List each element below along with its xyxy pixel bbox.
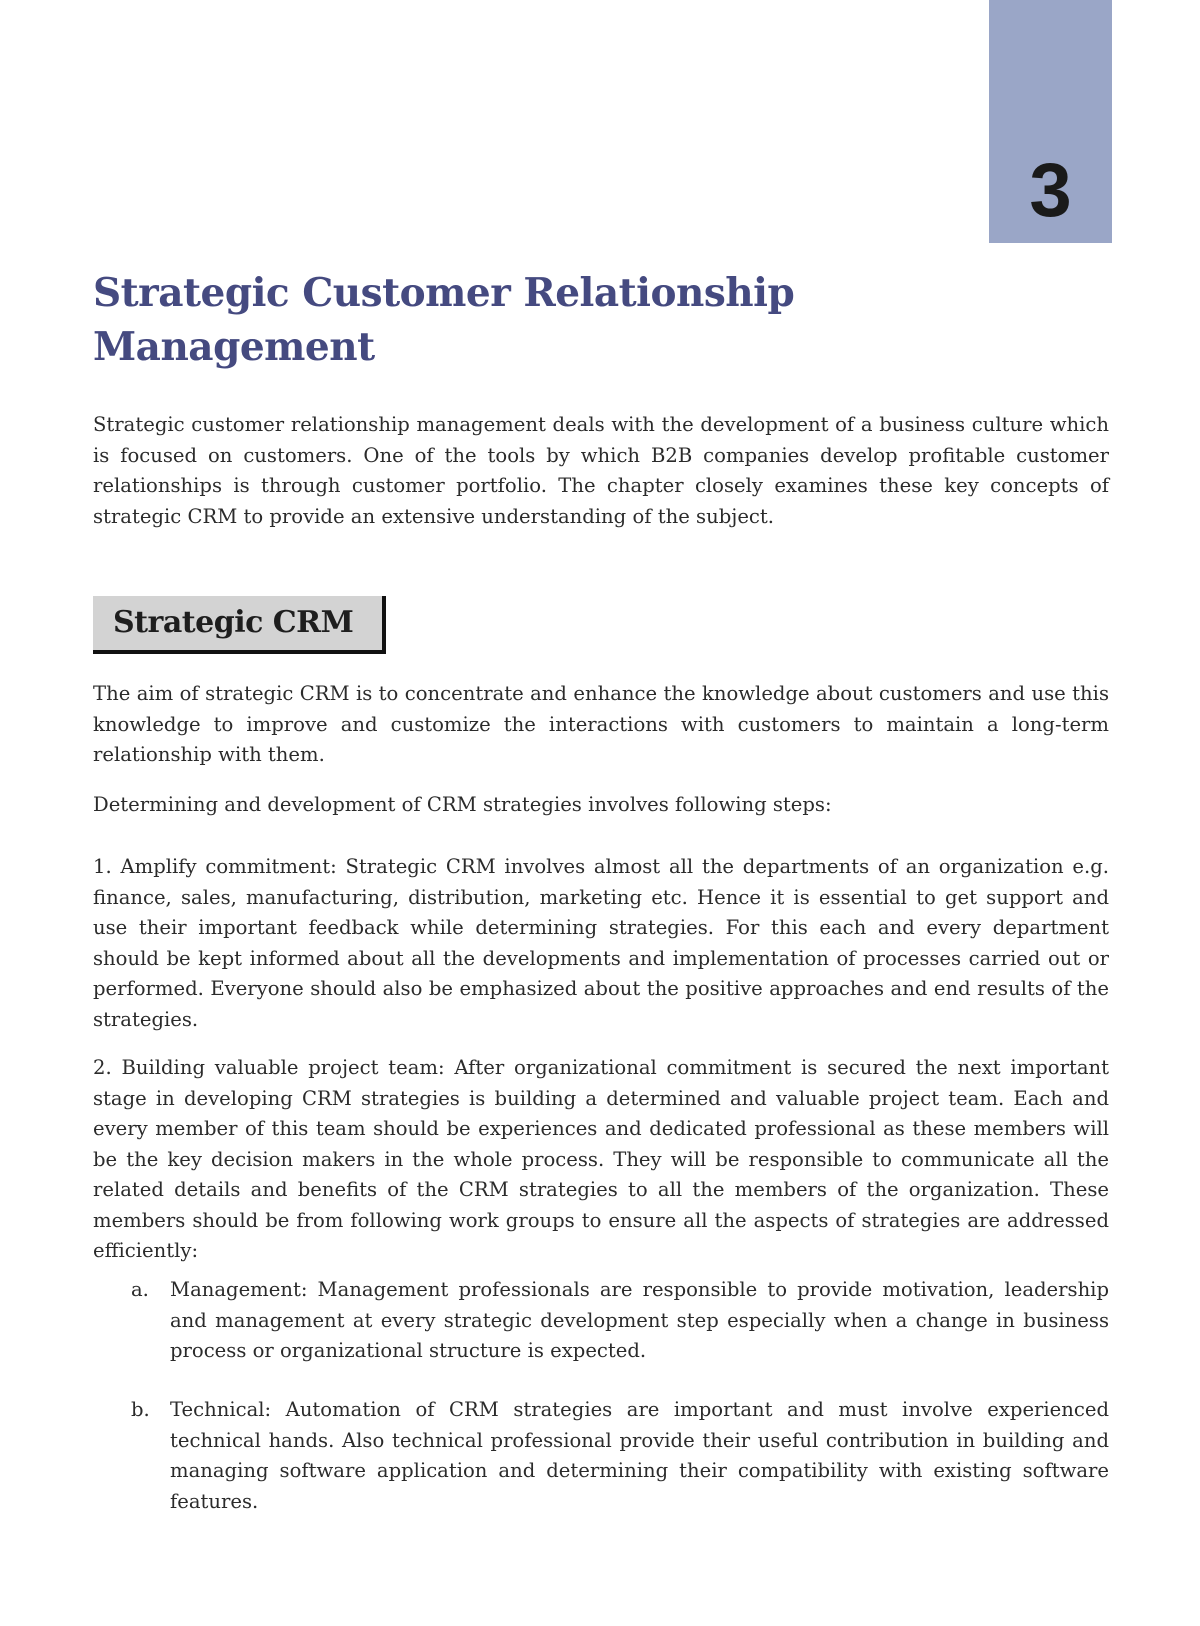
aim-paragraph: The aim of strategic CRM is to concentrate and enhance the knowledge about customers and use this knowledge to improve and customize the interactions with customers to maintain a long-term relationship with them.: [93, 682, 1109, 766]
list-item-text: Technical: Automation of CRM strategies are important and must involve experienced technical hands. Also technical professional provide their useful contribution in building and managing software application and determining their compatibility with existing software features.: [170, 1398, 1109, 1513]
step-1-paragraph: 1. Amplify commitment: Strategic CRM involves almost all the departments of an organization e.g. finance, sales, manufacturing, distribution, marketing etc. Hence it is essential to get support and use their important feedback while determining strategies. For this each and every department should be kept informed about all the developments and implementation of processes carried out or performed. Everyone should also be emphasized about the positive approaches and end results of the strategies.: [93, 855, 1109, 1031]
steps-intro-paragraph: Determining and development of CRM strategies involves following steps:: [93, 793, 832, 816]
chapter-tab: [989, 0, 1112, 243]
chapter-title: [93, 266, 993, 374]
list-marker: b.: [131, 1398, 150, 1421]
list-item-management: [93, 1275, 1109, 1367]
list-item-text: Management: Management professionals are responsible to provide motivation, leadership and management at every strategic development step especially when a change in business process or organizational structure is expected.: [170, 1278, 1109, 1362]
intro-paragraph: Strategic customer relationship management deals with the development of a business culture which is focused on customers. One of the tools by which B2B companies develop profitable customer relationships is through customer portfolio. The chapter closely examines these key concepts of strategic CRM to provide an extensive understanding of the subject.: [93, 413, 1109, 528]
chapter-title-line-2: Management: [93, 324, 375, 370]
list-item-technical: [93, 1395, 1109, 1517]
section-heading: Strategic CRM: [113, 605, 354, 640]
chapter-title-line-1: Strategic Customer Relationship: [93, 270, 795, 316]
section-heading-box: [93, 596, 386, 654]
step-2-paragraph: 2. Building valuable project team: After organizational commitment is secured the next important stage in developing CRM strategies is building a determined and valuable project team. Each and every member of this team should be experiences and dedicated professional as these members will be the key decision makers in the whole process. They will be responsible to communicate all the related details and benefits of the CRM strategies to all the members of the organization. These members should be from following work groups to ensure all the aspects of strategies are addressed efficiently:: [93, 1056, 1109, 1262]
chapter-number: 3: [1029, 148, 1072, 233]
list-marker: a.: [131, 1278, 149, 1301]
